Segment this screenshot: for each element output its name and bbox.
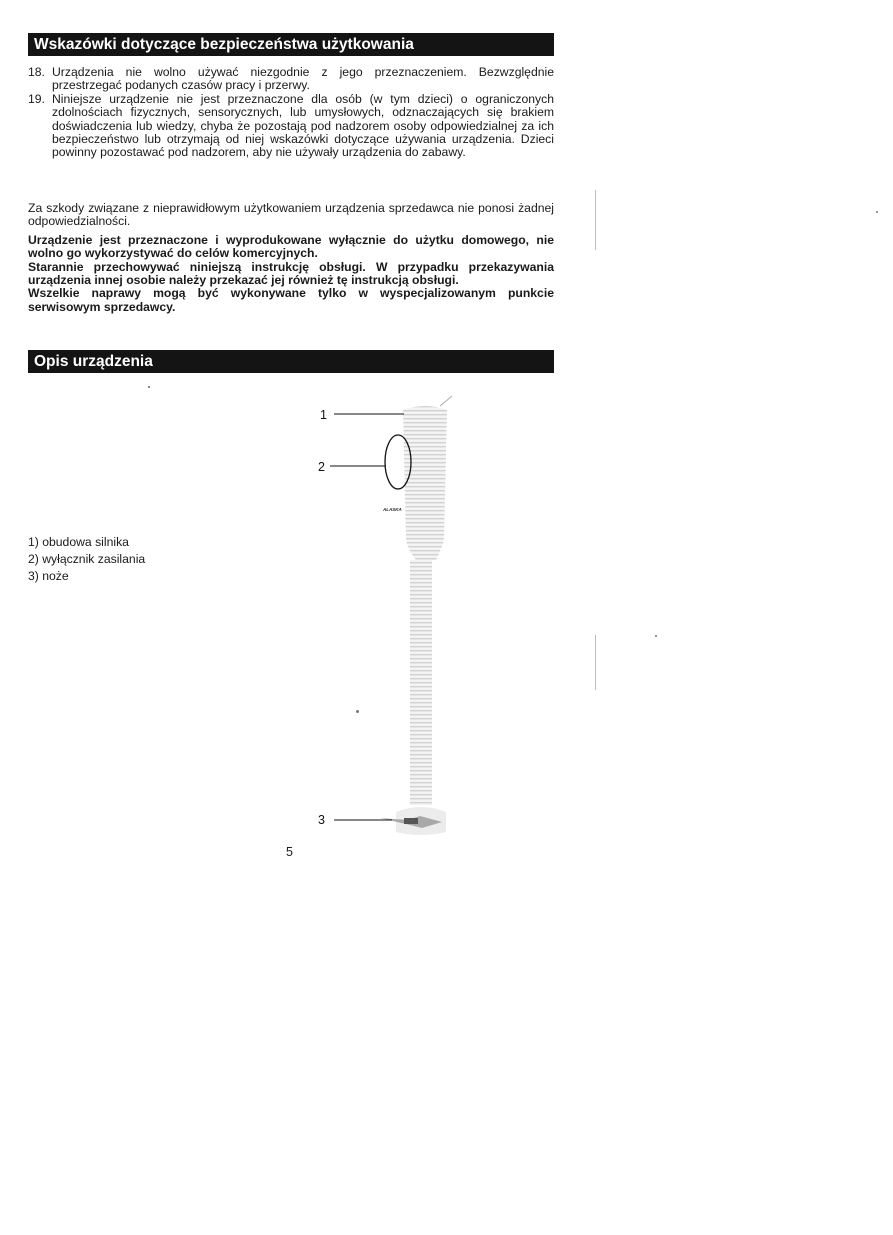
page-number: 5 [286, 845, 293, 859]
household-use-note: Urządzenie jest przeznaczone i wyprodukowane wyłącznie do użytku domowego, nie wolno go wykorzystywać do celów komercyjnych. [28, 232, 554, 261]
parts-legend [28, 534, 145, 585]
section-title-description: Opis urządzenia [28, 350, 554, 373]
scan-artifact-line [595, 635, 596, 690]
manual-storage-note: Starannie przechowywać niniejszą instrukcję obsługi. W przypadku przekazywania urządzenia innej osobie należy przekazać jej również tę instrukcją obsługi. [28, 259, 554, 288]
repairs-note: Wszelkie naprawy mogą być wykonywane tylko w wyspecjalizowanym punkcie serwisowym sprzedawcy. [28, 286, 554, 314]
callout-1: 1 [320, 408, 327, 422]
part-blades: 3) noże [28, 569, 69, 583]
callout-3: 3 [318, 813, 325, 827]
scan-artifact-dot [148, 386, 150, 388]
list-item [28, 66, 554, 93]
notes-block [28, 202, 554, 314]
shaft-shape [410, 560, 432, 805]
safety-list [28, 66, 554, 160]
item-number: 18. [28, 65, 45, 79]
hand-blender-diagram [300, 390, 470, 850]
item-text: Niniejsze urządzenie nie jest przeznaczone dla osób (w tym dzieci) o ograniczonych zdolnościach fizycznych, sensorycznych, lub umysłowych, odznaczających się brakiem doświadczenia lub wiedzy, chyba że pozostają pod nadzorem osoby odpowiedzialnej za ich bezpieczeństwo lub otrzymają od niej wskazówki dotyczące używania urządzenia. Dzieci powinny pozostawać pod nadzorem, aby nie używały urządzenia do zabawy. [52, 91, 554, 160]
part-motor-housing: 1) obudowa silnika [28, 535, 129, 549]
part-power-switch: 2) wyłącznik zasilania [28, 552, 146, 566]
motor-housing-shape [403, 406, 447, 560]
list-item [28, 93, 554, 160]
item-number: 19. [28, 91, 45, 106]
item-text: Urządzenia nie wolno używać niezgodnie z jego przeznaczeniem. Bezwzględnie przestrzegać podanych czasów pracy i przerwy. [52, 65, 554, 93]
scan-artifact-dot [356, 710, 359, 713]
callout-2: 2 [318, 460, 325, 474]
section-title-safety: Wskazówki dotyczące bezpieczeństwa użytkowania [28, 33, 554, 56]
scan-artifact-dot [655, 635, 657, 637]
liability-note: Za szkody związane z nieprawidłowym użytkowaniem urządzenia sprzedawca nie ponosi żadnej odpowiedzialności. [28, 201, 554, 229]
scan-artifact-dot [876, 211, 878, 213]
brand-label: ALASKA [383, 507, 402, 512]
scan-artifact-line [595, 190, 596, 250]
